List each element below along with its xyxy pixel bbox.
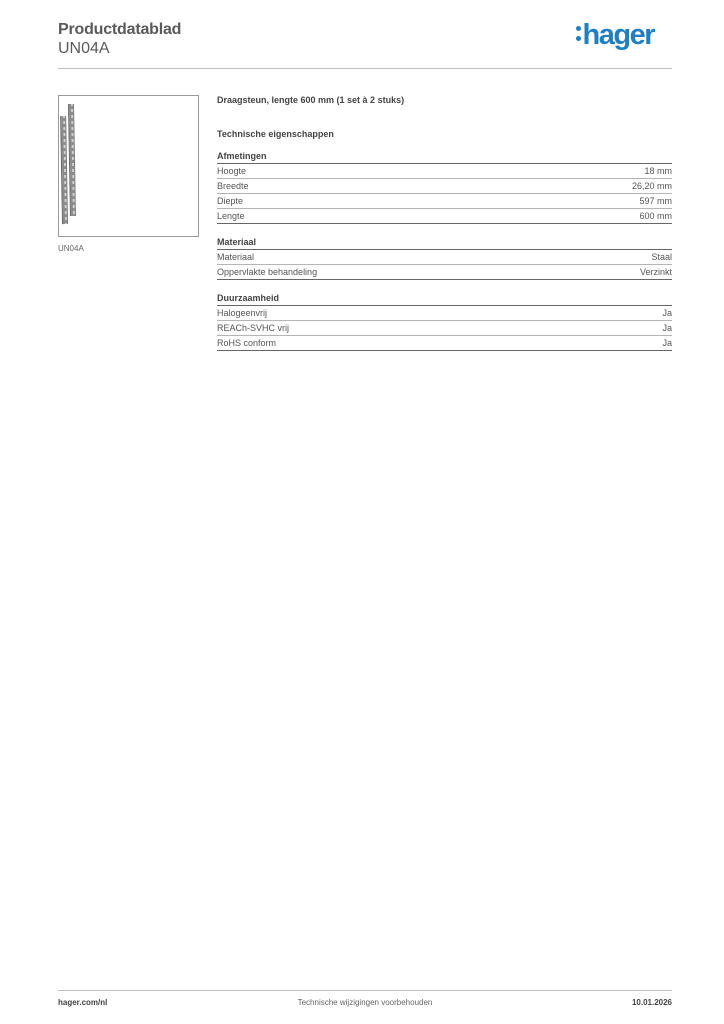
group-title-afmetingen: Afmetingen bbox=[217, 151, 672, 164]
product-specs bbox=[217, 95, 672, 351]
image-caption: UN04A bbox=[58, 244, 84, 253]
footer-notice: Technische wijzigingen voorbehouden bbox=[297, 998, 433, 1007]
spec-value: 600 mm bbox=[639, 211, 672, 221]
spec-label: Breedte bbox=[217, 181, 249, 191]
section-heading: Technische eigenschappen bbox=[217, 129, 334, 139]
product-image bbox=[58, 95, 199, 237]
spec-value: 26,20 mm bbox=[631, 181, 672, 191]
spec-label: REACh-SVHC vrij bbox=[217, 323, 290, 333]
footer-divider bbox=[58, 990, 672, 991]
page-header bbox=[58, 21, 672, 69]
spec-value: 18 mm bbox=[644, 166, 672, 176]
spec-row bbox=[217, 306, 672, 321]
group-title-duurzaamheid: Duurzaamheid bbox=[217, 293, 672, 306]
spec-label: Oppervlakte behandeling bbox=[217, 267, 318, 277]
spec-row bbox=[217, 194, 672, 209]
logo-text: hager bbox=[582, 19, 654, 51]
spec-value: Staal bbox=[651, 252, 672, 262]
spec-row bbox=[217, 179, 672, 194]
spec-value: Ja bbox=[662, 308, 672, 318]
spec-label: Halogeenvrij bbox=[217, 308, 268, 318]
spec-value: Ja bbox=[662, 338, 672, 348]
footer-date: 10.01.2026 bbox=[631, 998, 672, 1007]
spec-row bbox=[217, 336, 672, 351]
spec-label: Hoogte bbox=[217, 166, 247, 176]
group-title-materiaal: Materiaal bbox=[217, 237, 672, 250]
spec-value: Verzinkt bbox=[639, 267, 672, 277]
group-duurzaamheid bbox=[217, 306, 672, 351]
footer-website-link[interactable]: hager.com/nl bbox=[58, 998, 108, 1007]
spec-row bbox=[217, 164, 672, 179]
spec-label: RoHS conform bbox=[217, 338, 277, 348]
spec-label: Lengte bbox=[217, 211, 245, 221]
spec-row bbox=[217, 209, 672, 224]
spec-row bbox=[217, 321, 672, 336]
spec-value: 597 mm bbox=[639, 196, 672, 206]
group-materiaal bbox=[217, 250, 672, 280]
spec-row bbox=[217, 250, 672, 265]
header-divider bbox=[58, 68, 672, 69]
hager-logo bbox=[576, 19, 654, 52]
logo-dots-icon bbox=[576, 26, 581, 42]
document-title: Productdatablad bbox=[58, 21, 182, 38]
spec-row bbox=[217, 265, 672, 280]
spec-label: Materiaal bbox=[217, 252, 255, 262]
group-afmetingen bbox=[217, 164, 672, 224]
support-rail-icon bbox=[59, 96, 198, 236]
product-description: Draagsteun, lengte 600 mm (1 set à 2 stuks) bbox=[217, 95, 405, 105]
spec-label: Diepte bbox=[217, 196, 244, 206]
page-footer bbox=[58, 998, 672, 1010]
product-code: UN04A bbox=[58, 40, 110, 57]
spec-value: Ja bbox=[662, 323, 672, 333]
